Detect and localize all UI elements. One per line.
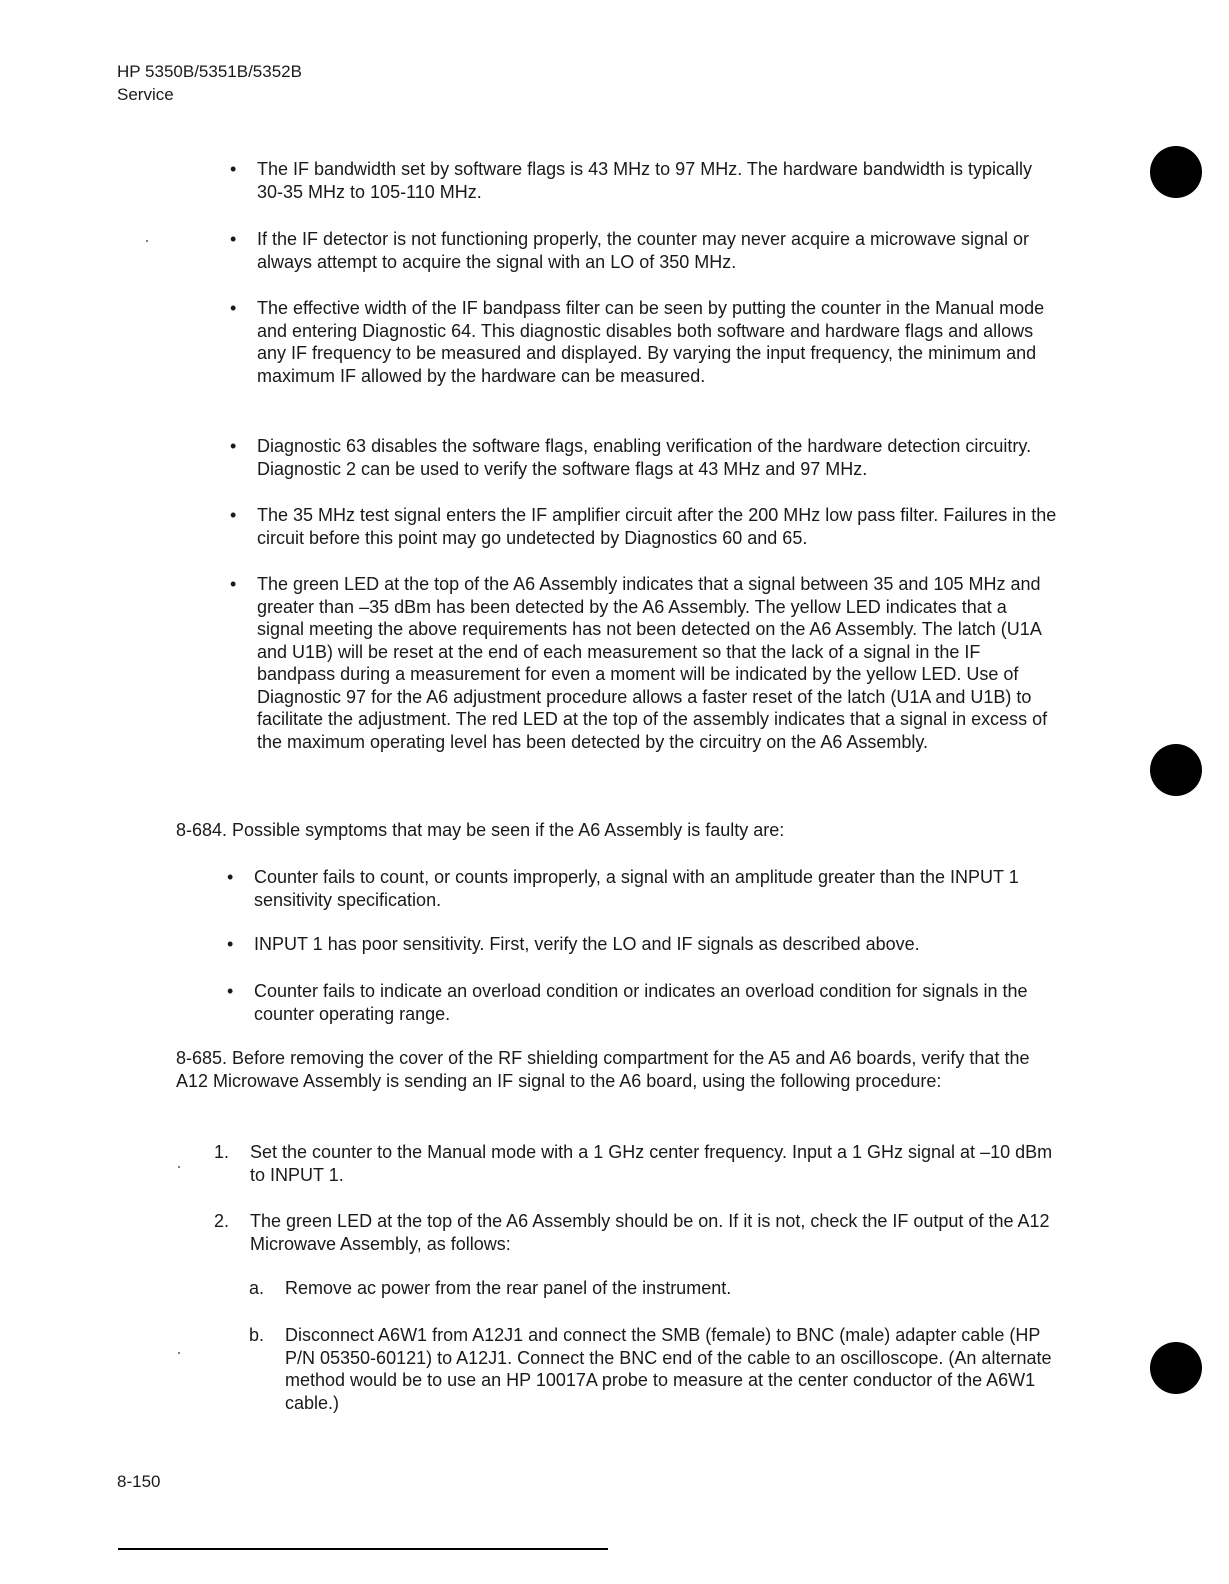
bullet-glyph: •: [227, 934, 234, 954]
substep-text: Remove ac power from the rear panel of the instrument.: [285, 1278, 732, 1298]
bullet-text: The IF bandwidth set by software flags is 43 MHz to 97 MHz. The hardware bandwidth is typically 30-35 MHz to 105-110 MHz.: [257, 159, 1033, 202]
bullet-text: Counter fails to indicate an overload condition or indicates an overload condition for signals in the counter operating range.: [254, 981, 1028, 1024]
manual-section: Service: [117, 85, 174, 104]
step-number: 2.: [214, 1211, 230, 1231]
bullet-text: The effective width of the IF bandpass filter can be seen by putting the counter in the Manual mode and entering Diagnostic 64. This diagnostic disables both software and hardware flags and allows any IF frequency to be measured and displayed. By varying the input frequency, the minimum and maximum IF allowed by the hardware can be measured.: [257, 298, 1045, 386]
punch-hole: [1150, 1342, 1202, 1394]
bullet-item: [230, 573, 1057, 753]
bullet-glyph: •: [230, 298, 237, 318]
procedure-step: [214, 1210, 1056, 1255]
bullet-glyph: •: [230, 505, 237, 525]
scan-speck: [178, 1166, 180, 1168]
bullet-text: INPUT 1 has poor sensitivity. First, verify the LO and IF signals as described above.: [254, 934, 920, 954]
bullet-item: [227, 933, 1054, 956]
bullet-item: [227, 980, 1054, 1025]
punch-hole: [1150, 146, 1202, 198]
bullet-glyph: •: [227, 981, 234, 1001]
manual-model: HP 5350B/5351B/5352B: [117, 62, 302, 81]
paragraph-8-684: 8-684. Possible symptoms that may be seen if the A6 Assembly is faulty are:: [176, 820, 785, 840]
page-number: 8-150: [117, 1472, 161, 1491]
punch-hole: [1150, 744, 1202, 796]
procedure-step: [214, 1141, 1056, 1186]
scan-speck: [146, 240, 148, 242]
bullet-text: The 35 MHz test signal enters the IF amplifier circuit after the 200 MHz low pass filter. Failures in the circuit before this point may go undetected by Diagnostics 60 and 65.: [257, 505, 1057, 548]
bullet-glyph: •: [230, 229, 237, 249]
page-header: [117, 60, 302, 106]
substep-text: Disconnect A6W1 from A12J1 and connect the SMB (female) to BNC (male) adapter cable (HP P/N 05350-60121) to A12J1. Connect the BNC end of the cable to an oscilloscope. (An alternate method would be to use an HP 10017A probe to measure at the center conductor of the A6W1 cable.): [285, 1325, 1052, 1413]
bottom-rule: [118, 1548, 608, 1550]
step-number: 1.: [214, 1142, 230, 1162]
bullet-item: [230, 228, 1057, 273]
bullet-glyph: •: [230, 436, 237, 456]
bullet-text: The green LED at the top of the A6 Assembly indicates that a signal between 35 and 105 MHz and greater than –35 dBm has been detected by the A6 Assembly. The yellow LED indicates that a signal meeting the above requirements has not been detected on the A6 Assembly. The latch (U1A and U1B) will be reset at the end of each measurement so that the lack of a signal in the IF bandpass during a measurement for even a moment will be indicated by the yellow LED. Use of Diagnostic 97 for the A6 adjustment procedure allows a faster reset of the latch (U1A and U1B) to facilitate the adjustment. The red LED at the top of the assembly indicates that a signal in excess of the maximum operating level has been detected by the circuitry on the A6 Assembly.: [257, 574, 1048, 752]
step-text: The green LED at the top of the A6 Assembly should be on. If it is not, check the IF output of the A12 Microwave Assembly, as follows:: [250, 1211, 1050, 1254]
step-text: Set the counter to the Manual mode with a 1 GHz center frequency. Input a 1 GHz signal at –10 dBm to INPUT 1.: [250, 1142, 1053, 1185]
bullet-text: Counter fails to count, or counts improperly, a signal with an amplitude greater than the INPUT 1 sensitivity specification.: [254, 867, 1019, 910]
bullet-glyph: •: [227, 867, 234, 887]
scan-speck: [178, 1352, 180, 1354]
bullet-item: [227, 866, 1054, 911]
bullet-text: If the IF detector is not functioning properly, the counter may never acquire a microwave signal or always attempt to acquire the signal with an LO of 350 MHz.: [257, 229, 1030, 272]
bullet-item: [230, 158, 1057, 203]
bullet-item: [230, 504, 1057, 549]
procedure-substep: [249, 1324, 1056, 1414]
paragraph-8-685: 8-685. Before removing the cover of the RF shielding compartment for the A5 and A6 boards, verify that the A12 Microwave Assembly is sending an IF signal to the A6 board, using the following procedure:: [176, 1048, 1030, 1091]
substep-letter: a.: [249, 1278, 265, 1298]
bullet-item: [230, 297, 1057, 387]
bullet-item: [230, 435, 1057, 480]
substep-letter: b.: [249, 1325, 265, 1345]
procedure-substep: [249, 1277, 1056, 1300]
bullet-glyph: •: [230, 159, 237, 179]
bullet-glyph: •: [230, 574, 237, 594]
bullet-text: Diagnostic 63 disables the software flags, enabling verification of the hardware detection circuitry. Diagnostic 2 can be used to verify the software flags at 43 MHz and 97 MHz.: [257, 436, 1032, 479]
